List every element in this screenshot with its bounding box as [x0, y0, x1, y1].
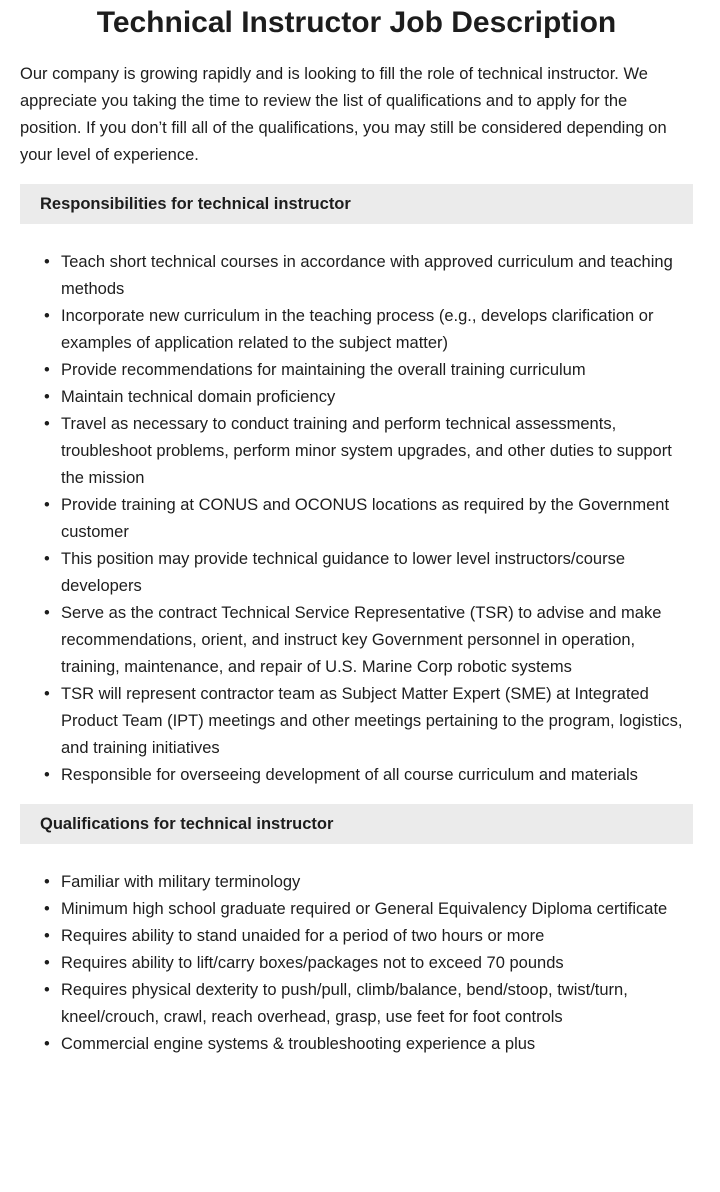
qualifications-list [20, 869, 693, 1058]
section-heading-qualifications: Qualifications for technical instructor [20, 804, 693, 844]
list-item: • Teach short technical courses in accordance with approved curriculum and teaching methods [20, 249, 693, 303]
list-item: • Minimum high school graduate required or General Equivalency Diploma certificate [20, 896, 693, 923]
section-heading-responsibilities: Responsibilities for technical instructor [20, 184, 693, 224]
list-item: • Requires ability to stand unaided for a period of two hours or more [20, 923, 693, 950]
list-item: • TSR will represent contractor team as Subject Matter Expert (SME) at Integrated Product Team (IPT) meetings and other meetings pertaining to the program, logistics, and training initiatives [20, 681, 693, 762]
list-item: • Travel as necessary to conduct training and perform technical assessments, troubleshoot problems, perform minor system upgrades, and other duties to support the mission [20, 411, 693, 492]
page-title: Technical Instructor Job Description [96, 6, 617, 39]
section-responsibilities [20, 184, 693, 789]
list-item: • Provide recommendations for maintaining the overall training curriculum [20, 357, 693, 384]
list-item: • Provide training at CONUS and OCONUS locations as required by the Government customer [20, 492, 693, 546]
list-item: • Familiar with military terminology [20, 869, 693, 896]
section-qualifications [20, 804, 693, 1058]
responsibilities-list [20, 249, 693, 789]
list-item: • Incorporate new curriculum in the teaching process (e.g., develops clarification or examples of application related to the subject matter) [20, 303, 693, 357]
list-item: • Requires ability to lift/carry boxes/packages not to exceed 70 pounds [20, 950, 693, 977]
list-item: • Commercial engine systems & troubleshooting experience a plus [20, 1031, 693, 1058]
list-item: • This position may provide technical guidance to lower level instructors/course developers [20, 546, 693, 600]
list-item: • Requires physical dexterity to push/pull, climb/balance, bend/stoop, twist/turn, kneel/crouch, crawl, reach overhead, grasp, use feet for foot controls [20, 977, 693, 1031]
list-item: • Responsible for overseeing development of all course curriculum and materials [20, 762, 693, 789]
list-item: • Serve as the contract Technical Service Representative (TSR) to advise and make recommendations, orient, and instruct key Government personnel in operation, training, maintenance, and repair of U.S. Marine Corp robotic systems [20, 600, 693, 681]
intro-paragraph: Our company is growing rapidly and is looking to fill the role of technical instructor. We appreciate you taking the time to review the list of qualifications and to apply for the position. If you don’t fill all of the qualifications, you may still be considered depending on your level of experience. [20, 65, 667, 164]
list-item: • Maintain technical domain proficiency [20, 384, 693, 411]
